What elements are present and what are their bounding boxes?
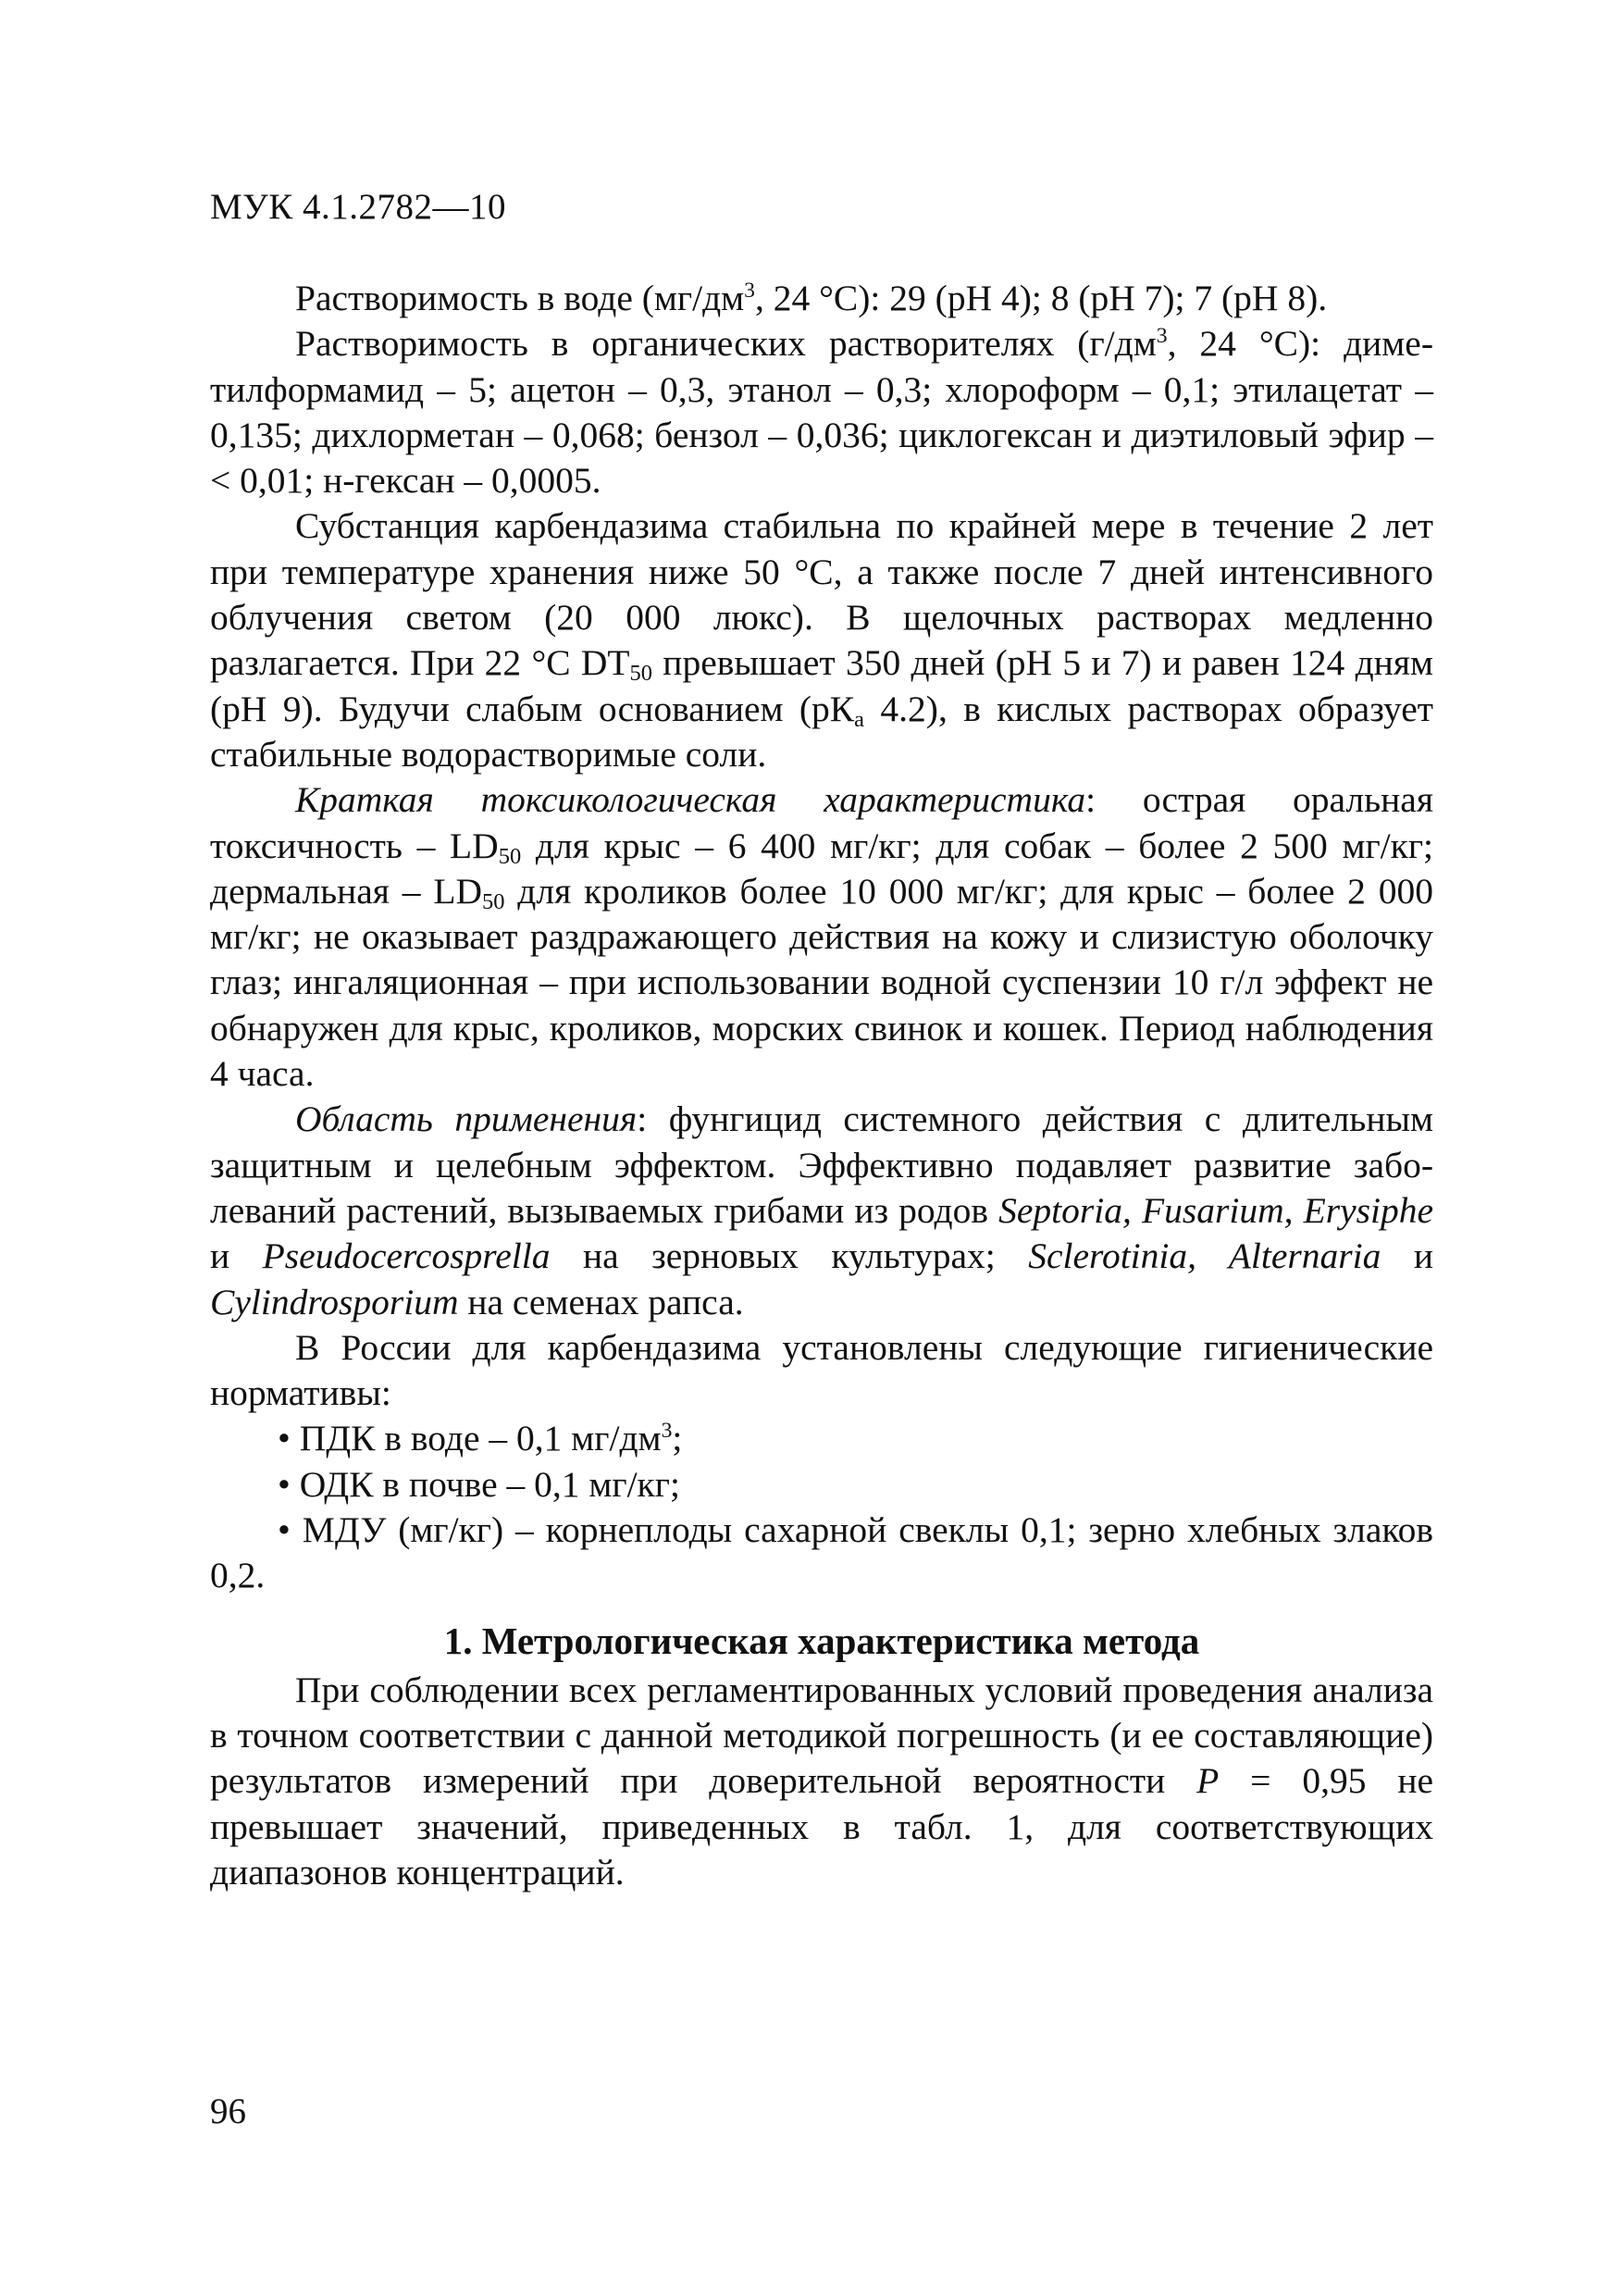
text-run: Растворимость в органических растворителях (г/дм [295,323,1157,365]
genus-names: Cylindrosporium [210,1281,459,1322]
text-run: : острая оральная токсичность – LD [210,779,1433,866]
superscript: 3 [744,278,756,303]
italic-label: Область применения [295,1098,638,1140]
section-heading: 1. Метрологическая характеристика метода [443,1619,1200,1662]
superscript: 3 [1156,324,1168,349]
document-code-header: МУК 4.1.2782—10 [210,187,507,227]
probability-symbol: Р [1196,1760,1220,1802]
list-item-mdu: • МДУ (мг/кг) – корнеплоды сахарной свеклы 0,1; зерно хлебных злаков 0,2. [210,1509,1433,1596]
text-run: , 24 °С): диметилформамид – 5; ацетон – 0,3, этанол – 0,3; хлороформ – 0,1; этилацетат – 0,135; дихлорметан – 0,068; бензол – 0,036; циклогексан и диэтиловый эфир – < 0,01; н-гексан – 0,0005. [210,323,1433,502]
text-run: , 24 °С): 29 (рН 4); 8 (рН 7); 7 (рН 8). [755,278,1328,318]
paragraph-stability [210,503,1433,777]
genus-names: Sclerotinia, Alternaria [1028,1235,1381,1277]
text-run: Растворимость в воде (мг/дм [295,278,745,318]
text-run: : фунгицид системного действия с длительным защитным и целебным эффектом. Эффективно подавляет развитие заболеваний растений, вызываемых грибами из родов [210,1098,1433,1231]
text-run: для кроликов более 10 000 мг/кг; для крыс – более 2 000 мг/кг; не оказывает раздражающего действия на кожу и слизистую оболочку глаз; ингаляционная – при использовании водной суспензии 10 г/л эффект не обнаружен для крыс, кроликов, морских свинок и кошек. Период наблюдения 4 часа. [210,870,1433,1095]
paragraph-water-solubility [210,276,1433,321]
subscript: 50 [498,843,522,869]
text-run: на зерновых культурах; [550,1235,1029,1277]
genus-names: Septoria, Fusarium, Erysiphe [998,1189,1433,1231]
paragraph-section1 [210,1668,1433,1895]
text-run: и [210,1235,263,1277]
genus-names: Pseudocercosprella [262,1235,551,1277]
text-run: 4.2), в кислых растворах образует стабильные водорастворимые соли. [210,688,1433,775]
text-run: • ПДК в воде – 0,1 мг/дм [278,1418,662,1459]
text-run: Субстанция карбендазима стабильна по крайней мере в течение 2 лет при температуре хранения ниже 50 °С, а также после 7 дней интенсивного облучения светом (20 000 люкс). В щелочных растворах медленно разлагается. При 22 °С DT [210,505,1433,684]
paragraph-application [210,1097,1433,1324]
paragraph-toxicology [210,777,1433,1097]
superscript: 3 [661,1419,673,1444]
list-item-odk: • ОДК в почве – 0,1 мг/кг; [278,1463,680,1505]
text-run: = 0,95 не превышает значений, приведенных в табл. 1, для соответствующих диапазонов концентраций. [210,1760,1433,1893]
subscript: а [854,706,865,732]
subscript: 50 [629,661,653,687]
paragraph-norms-intro: В России для карбендазима установлены следующие гигиенические нормативы: [210,1326,1433,1414]
list-item-pdk [210,1416,1433,1461]
text-run: для крыс – 6 400 мг/кг; для собак – более 2 500 мг/кг; дермальная – LD [210,825,1433,912]
text-run: на семенах рапса. [458,1281,744,1322]
text-run: превышает 350 дней (рН 5 и 7) и равен 124 дням (рН 9). Будучи слабым основанием (рК [210,642,1433,729]
page-number: 96 [210,2091,246,2131]
subscript: 50 [481,888,505,914]
text-run: При соблюдении всех регламентированных условий проведения анализа в точном соответствии с данной методикой погрешность (и ее составляющие) результатов измерений при доверительной вероятности [210,1669,1433,1802]
paragraph-organic-solubility [210,321,1433,503]
text-run: и [1381,1235,1434,1277]
document-body [210,276,1433,1895]
text-run: ; [672,1418,683,1459]
italic-label: Краткая токсикологическая характеристика [295,779,1086,821]
